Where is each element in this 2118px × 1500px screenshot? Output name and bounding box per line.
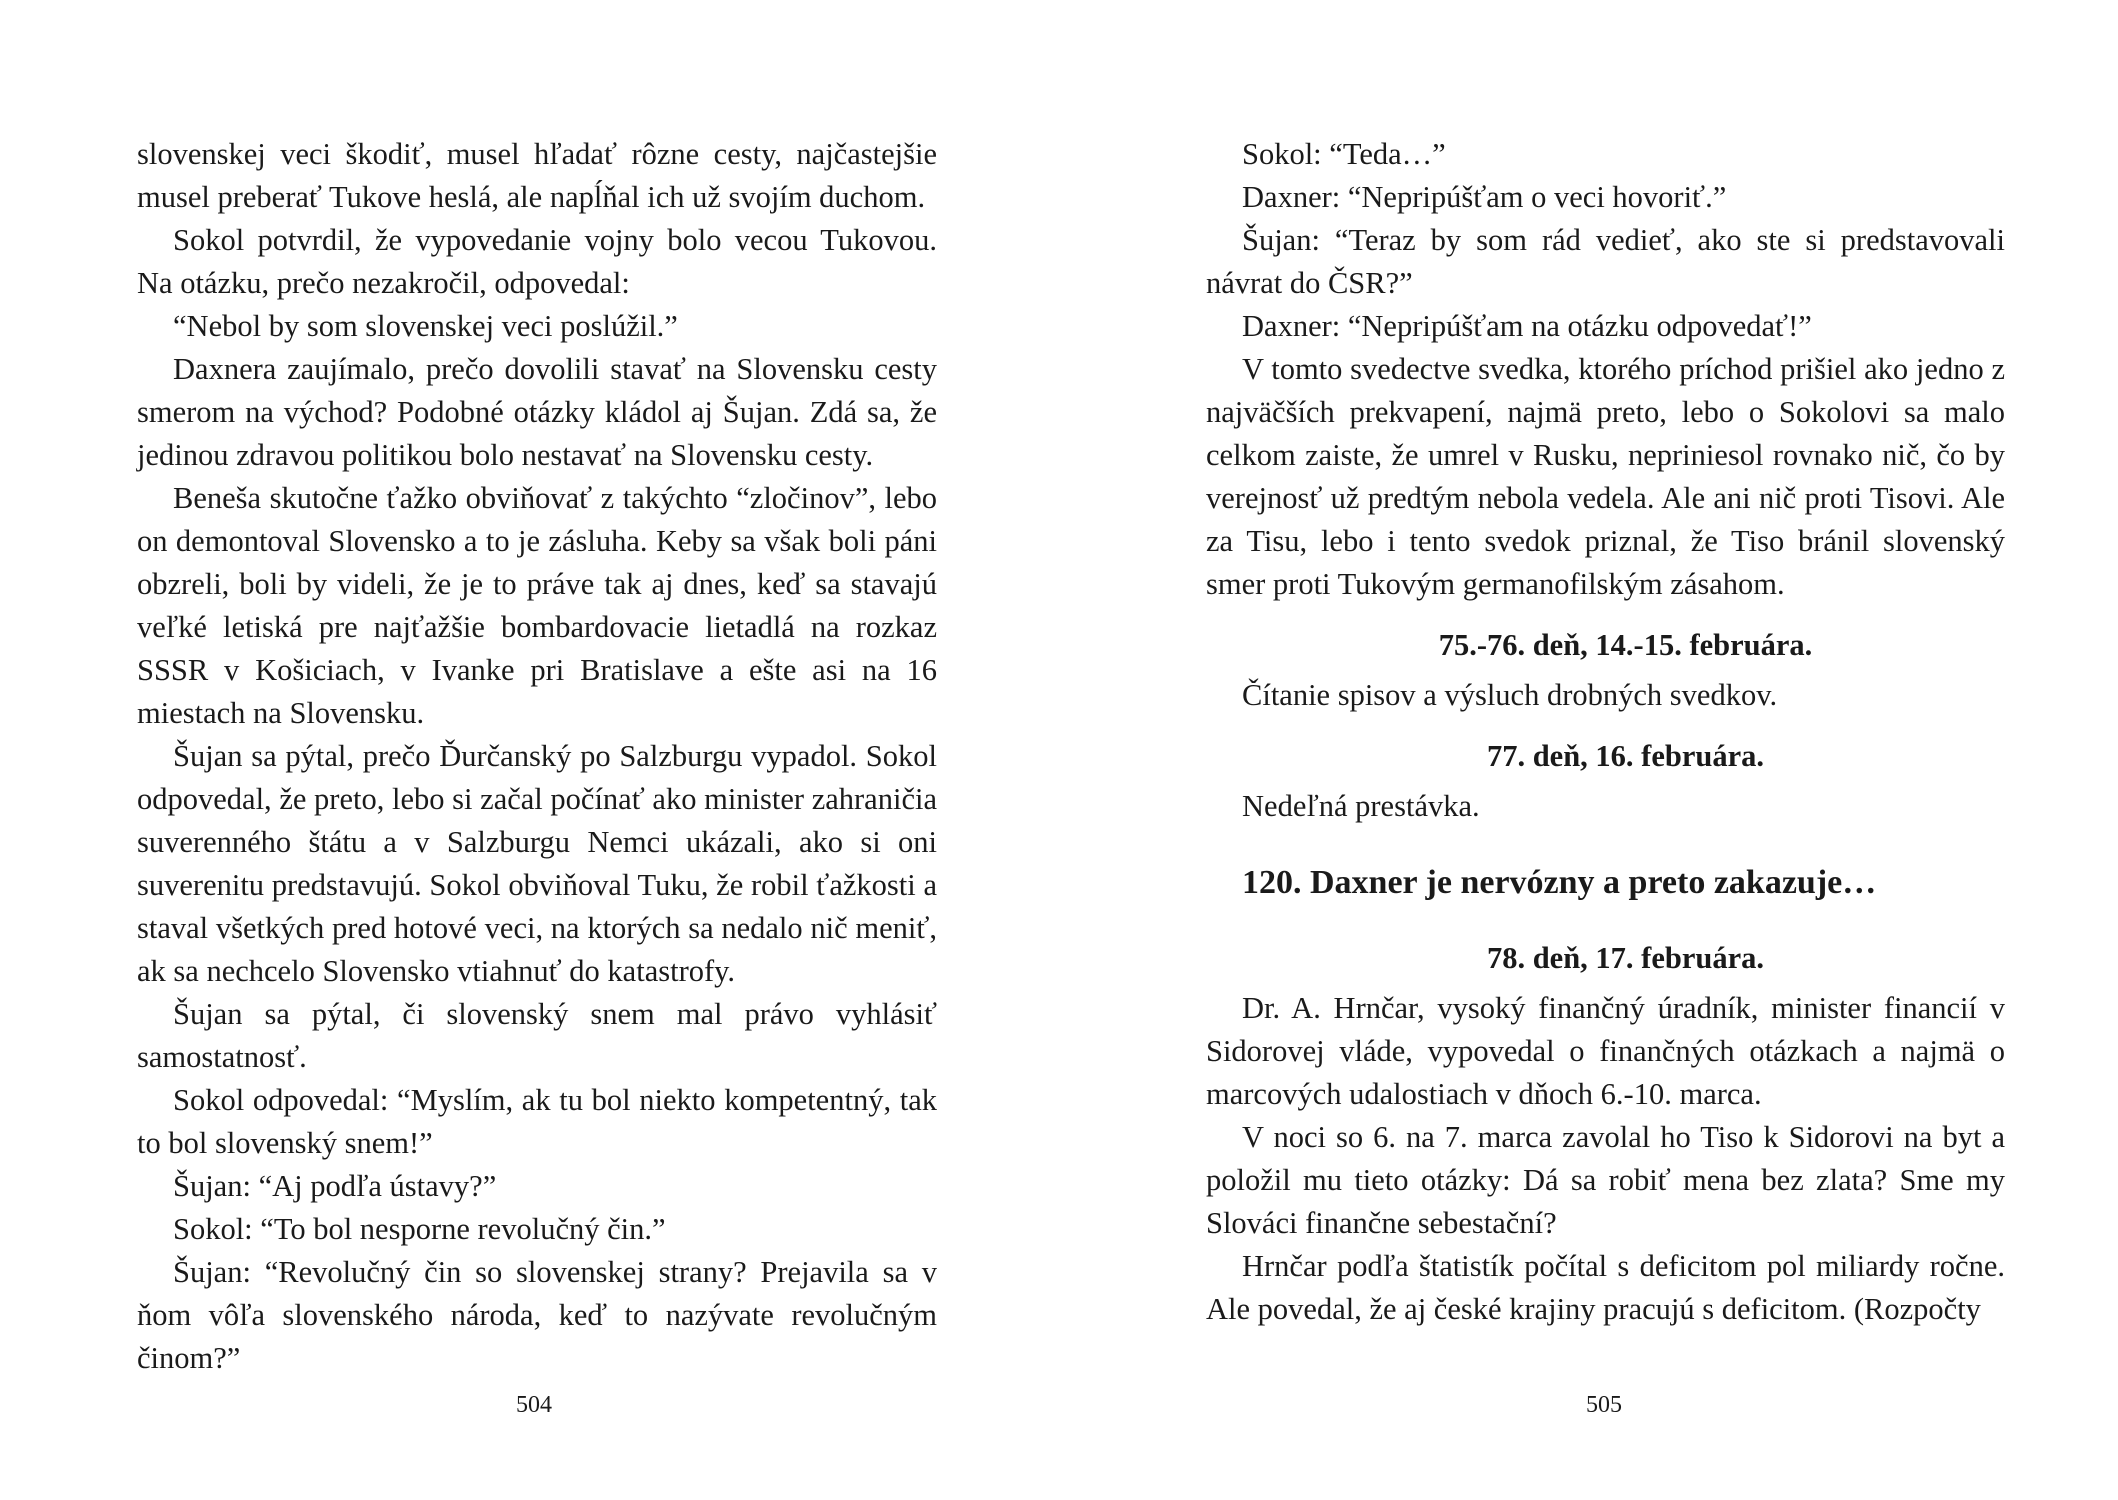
paragraph: Šujan sa pýtal, či slovenský snem mal právo vyhlásiť samostatnosť. xyxy=(137,997,937,1074)
page-number-left: 504 xyxy=(516,1392,552,1418)
paragraph: Daxner: “Nepripúšťam na otázku odpovedať!” xyxy=(1242,309,1812,343)
paragraph: Sokol: “Teda…” xyxy=(1242,137,1446,171)
paragraph: Dr. A. Hrnčar, vysoký finančný úradník, minister financií v Sidorovej vláde, vypovedal o finančných otázkach a najmä o marcových udalostiach v dňoch 6.-10. marca. xyxy=(1206,991,2005,1111)
paragraph: Sokol: “To bol nesporne revolučný čin.” xyxy=(173,1212,666,1246)
chapter-heading: 120. Daxner je nervózny a preto zakazuje… xyxy=(1242,864,1877,901)
paragraph: Šujan: “Aj podľa ústavy?” xyxy=(173,1169,497,1203)
paragraph: Šujan: “Teraz by som rád vedieť, ako ste si predstavovali návrat do ČSR?” xyxy=(1206,223,2005,300)
paragraph: V tomto svedectve svedka, ktorého príchod prišiel ako jedno z najväčších prekvapení, najmä preto, lebo o Sokolovi sa malo celkom zaiste, že umrel v Rusku, nepriniesol rovnako nič, čo by verejnosť už predtým nebola vedela. Ale ani nič proti Tisovi. Ale za Tisu, lebo i tento svedok priznal, že Tiso bránil slovenský smer proti Tukovým germanofilským zásahom. xyxy=(1206,352,2005,601)
paragraph: Beneša skutočne ťažko obviňovať z takýchto “zločinov”, lebo on demontoval Slovensko a to je zásluha. Keby sa však boli páni obzreli, boli by videli, že je to práve tak aj dnes, keď sa stavajú veľké letiská pre najťažšie bombardovacie lietadlá na rozkaz SSSR v Košiciach, v Ivanke pri Bratislave a ešte asi na 16 miestach na Slovensku. xyxy=(137,481,937,730)
day-heading: 77. deň, 16. februára. xyxy=(1486,739,1765,773)
paragraph: Sokol odpovedal: “Myslím, ak tu bol niekto kompetentný, tak to bol slovenský snem!” xyxy=(137,1083,937,1160)
paragraph: Šujan sa pýtal, prečo Ďurčanský po Salzburgu vypadol. Sokol odpovedal, že preto, lebo si začal počínať ako minister zahraničia suverenného štátu a v Salzburgu Nemci ukázali, ako si oni suverenitu predstavujú. Sokol obviňoval Tuku, že robil ťažkosti a staval všetkých pred hotové veci, na ktorých sa nedalo nič meniť, ak sa nechcelo Slovensko vtiahnuť do katastrofy. xyxy=(137,739,937,988)
paragraph: slovenskej veci škodiť, musel hľadať rôzne cesty, najčastejšie musel preberať Tukove heslá, ale napĺňal ich už svojím duchom. xyxy=(137,137,937,214)
paragraph: Daxner: “Nepripúšťam o veci hovoriť.” xyxy=(1242,180,1727,214)
paragraph: Šujan: “Revolučný čin so slovenskej strany? Prejavila sa v ňom vôľa slovenského národa, keď to nazývate revolučným činom?” xyxy=(137,1255,937,1375)
paragraph: V noci so 6. na 7. marca zavolal ho Tiso k Sidorovi na byt a položil mu tieto otázky: Dá sa robiť mena bez zlata? Sme my Slováci finančne sebestační? xyxy=(1206,1120,2005,1240)
day-heading: 78. deň, 17. februára. xyxy=(1486,941,1765,975)
right-page xyxy=(1206,133,2005,1331)
paragraph: Daxnera zaujímalo, prečo dovolili stavať na Slovensku cesty smerom na východ? Podobné otázky kládol aj Šujan. Zdá sa, že jedinou zdravou politikou bolo nestavať na Slovensku cesty. xyxy=(137,352,937,472)
paragraph: Čítanie spisov a výsluch drobných svedkov. xyxy=(1242,678,1778,712)
paragraph: Sokol potvrdil, že vypovedanie vojny bolo vecou Tukovou. Na otázku, prečo nezakročil, odpovedal: xyxy=(137,223,937,300)
paragraph: Nedeľná prestávka. xyxy=(1242,789,1480,823)
page-number-right: 505 xyxy=(1586,1392,1622,1418)
paragraph: Hrnčar podľa štatistík počítal s deficitom pol miliardy ročne. Ale povedal, že aj české krajiny pracujú s deficitom. (Rozpočty xyxy=(1206,1249,2005,1326)
left-page xyxy=(137,133,937,1380)
paragraph: “Nebol by som slovenskej veci poslúžil.” xyxy=(173,309,678,343)
day-heading: 75.-76. deň, 14.-15. februára. xyxy=(1438,628,1813,662)
